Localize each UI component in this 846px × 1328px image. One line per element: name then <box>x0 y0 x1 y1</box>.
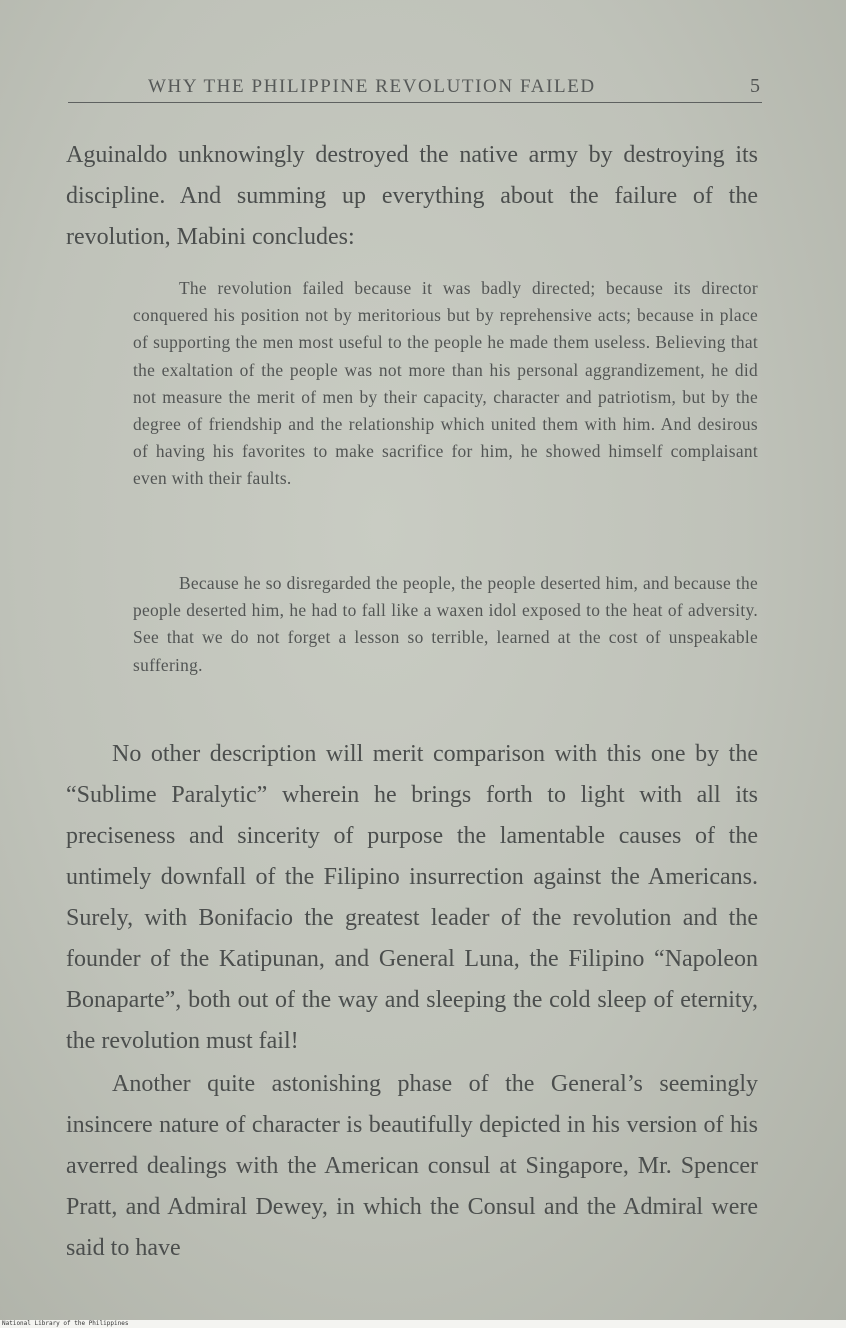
page-number: 5 <box>750 75 760 97</box>
block-quote-1: The revolution failed because it was badly directed; because its director conquered his position not by meritorious but by reprehensive acts; because in place of supporting the men most useful to the people he made them useless. Believing that the exaltation of the people was not more than his personal aggrandizement, he did not measure the merit of men by their capacity, character and patriotism, but by the degree of friendship and the relationship which united them with him. And desirous of having his favorites to make sacrifice for him, he showed himself complaisant even with their faults. <box>133 278 758 489</box>
running-title: WHY THE PHILIPPINE REVOLUTION FAILED <box>148 76 596 97</box>
page-header <box>68 72 762 103</box>
paragraph-another-phase: Another quite astonishing phase of the General’s seemingly insincere nature of character is beautifully depicted in his version of his averred dealings with the American consul at Singapore, Mr. Spencer Pratt, and Admiral Dewey, in which the Consul and the Admiral were said to have <box>66 1071 758 1261</box>
paragraph-intro: Aguinaldo unknowingly destroyed the native army by destroying its discipline. And summing up everything about the failure of the revolution, Mabini concludes: <box>66 142 758 250</box>
paragraph-comparison: No other description will merit comparison with this one by the “Sublime Paralytic” wherein he brings forth to light with all its preciseness and sincerity of purpose the lamentable causes of the untimely downfall of the Filipino insurrection against the Americans. Surely, with Bonifacio the greatest leader of the revolution and the founder of the Katipunan, and General Luna, the Filipino “Napoleon Bonaparte”, both out of the way and sleeping the cold sleep of eternity, the revolution must fail! <box>66 741 758 1054</box>
library-credit: National Library of the Philippines <box>0 1320 846 1328</box>
block-quote-2: Because he so disregarded the people, the people deserted him, and because the people deserted him, he had to fall like a waxen idol exposed to the heat of adversity. See that we do not forget a lesson so terrible, learned at the cost of unspeakable suffering. <box>133 573 758 675</box>
